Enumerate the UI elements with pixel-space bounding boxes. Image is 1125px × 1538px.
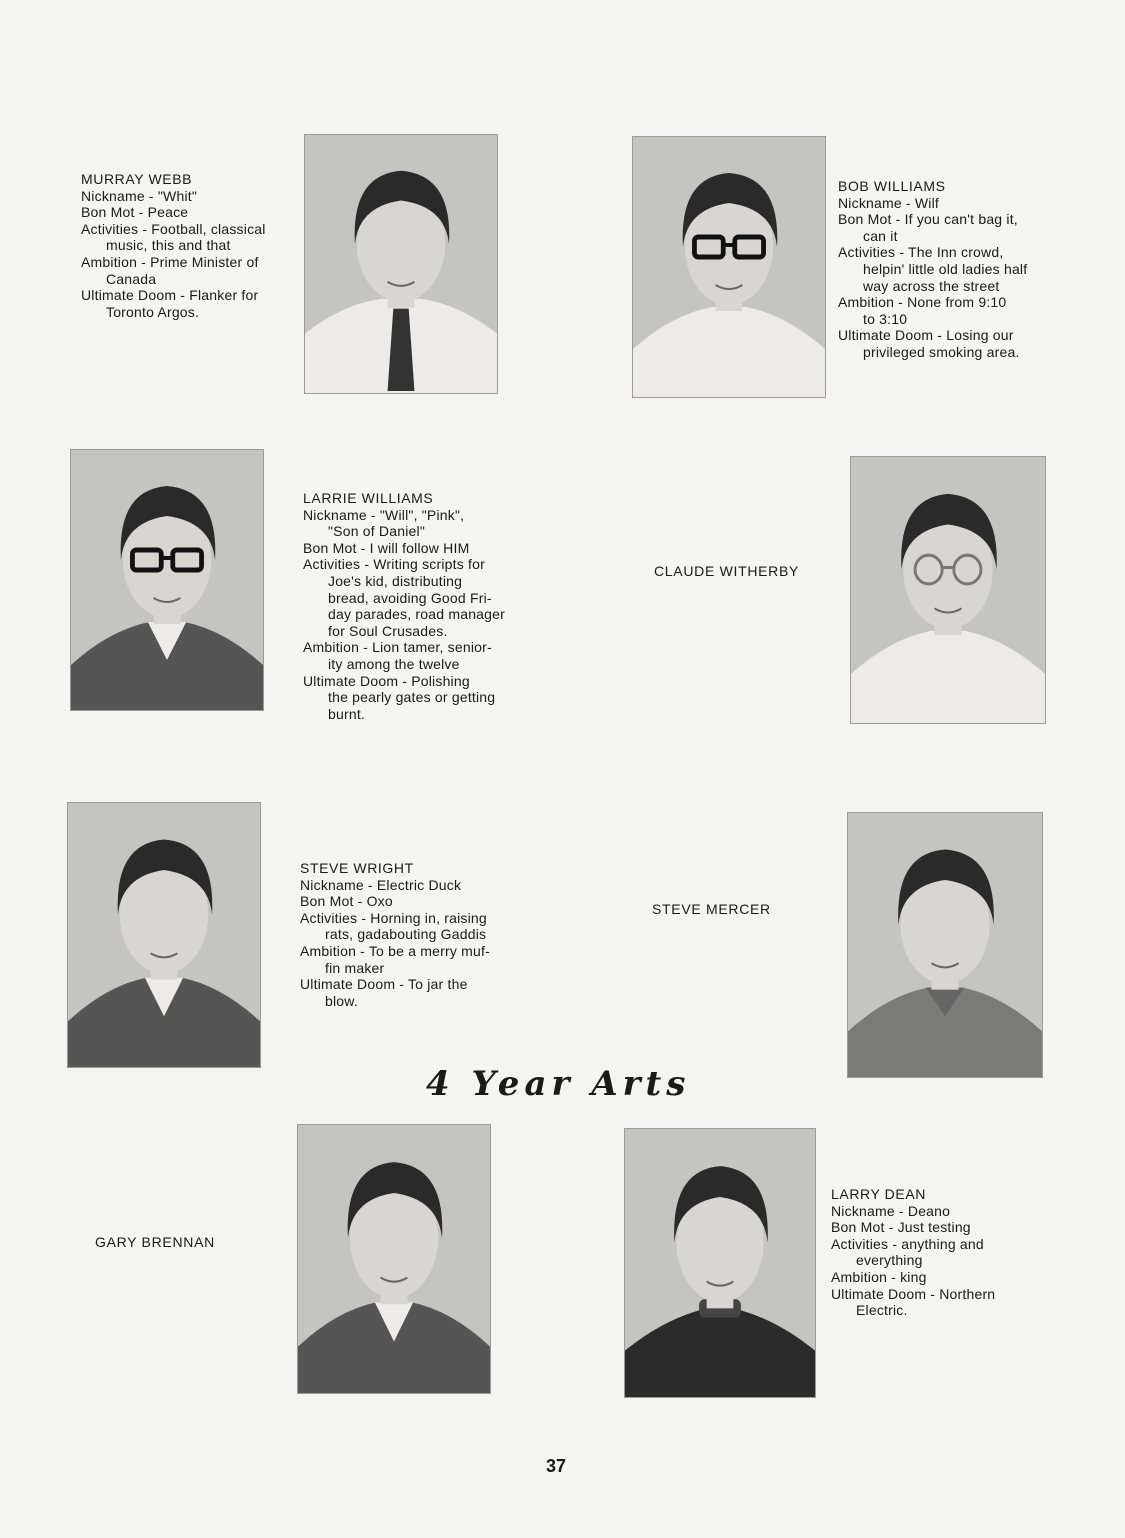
- portrait-photo-bob-williams: [632, 136, 826, 398]
- bio-line: Bon Mot - I will follow HIM: [303, 539, 470, 556]
- student-name: LARRIE WILLIAMS: [303, 490, 434, 506]
- bio-line: Bon Mot - Oxo: [300, 893, 393, 910]
- bio-steve-wright: [300, 860, 490, 1009]
- bio-line-continuation: ity among the twelve: [328, 655, 460, 672]
- bio-line: Activities - The Inn crowd,: [838, 244, 1004, 261]
- bio-line-continuation: Electric.: [856, 1302, 908, 1319]
- bio-line-continuation: privileged smoking area.: [863, 343, 1020, 360]
- bio-line-continuation: bread, avoiding Good Fri-: [328, 589, 492, 606]
- bio-line-continuation: way across the street: [863, 277, 1000, 294]
- bio-line: Activities - Writing scripts for: [303, 556, 485, 573]
- portrait-photo-steve-mercer: [847, 812, 1043, 1078]
- bio-line-continuation: music, this and that: [106, 237, 231, 254]
- bio-line: Nickname - Wilf: [838, 194, 940, 211]
- bio-line: Bon Mot - Peace: [81, 204, 189, 221]
- bio-line: Activities - Horning in, raising: [300, 909, 487, 926]
- name-claude-witherby: CLAUDE WITHERBY: [654, 563, 800, 579]
- student-name: MURRAY WEBB: [81, 171, 193, 187]
- name-steve-mercer: STEVE MERCER: [652, 901, 771, 917]
- portrait-photo-larry-dean: [624, 1128, 816, 1398]
- bio-line-continuation: for Soul Crusades.: [328, 622, 448, 639]
- bio-line: Ambition - king: [831, 1268, 927, 1285]
- bio-line: Ambition - Lion tamer, senior-: [303, 639, 492, 656]
- portrait-photo-gary-brennan: [297, 1124, 491, 1394]
- bio-line: Nickname - "Whit": [81, 187, 198, 204]
- bio-line-continuation: "Son of Daniel": [328, 523, 425, 540]
- bio-line: Ultimate Doom - Polishing: [303, 672, 470, 689]
- bio-line-continuation: can it: [863, 227, 898, 244]
- bio-bob-williams: [838, 178, 1027, 361]
- portrait-photo-steve-wright: [67, 802, 261, 1068]
- bio-line-continuation: day parades, road manager: [328, 606, 505, 623]
- bio-line-continuation: the pearly gates or getting: [328, 689, 496, 706]
- bio-line-continuation: rats, gadabouting Gaddis: [325, 926, 487, 943]
- bio-line: Ambition - To be a merry muf-: [300, 942, 490, 959]
- bio-line: Ultimate Doom - Losing our: [838, 327, 1014, 344]
- bio-line: Ambition - None from 9:10: [838, 294, 1007, 311]
- bio-line: Bon Mot - Just testing: [831, 1219, 971, 1236]
- bio-line-continuation: blow.: [325, 992, 358, 1009]
- bio-line: Ultimate Doom - Flanker for: [81, 287, 259, 304]
- bio-larry-dean: [831, 1186, 995, 1319]
- student-name: STEVE WRIGHT: [300, 860, 414, 876]
- bio-line: Activities - anything and: [831, 1235, 984, 1252]
- bio-line-continuation: Canada: [106, 270, 157, 287]
- bio-line: Ambition - Prime Minister of: [81, 253, 259, 270]
- bio-line: Bon Mot - If you can't bag it,: [838, 211, 1018, 228]
- page-number: 37: [546, 1456, 567, 1476]
- portrait-photo-larrie-williams: [70, 449, 264, 711]
- portrait-photo-claude-witherby: [850, 456, 1046, 724]
- section-title: 4 Year Arts: [426, 1064, 691, 1104]
- bio-line-continuation: Toronto Argos.: [106, 303, 200, 320]
- portrait-photo-murray-webb: [304, 134, 498, 394]
- bio-line-continuation: helpin' little old ladies half: [863, 260, 1028, 277]
- bio-line-continuation: burnt.: [328, 705, 365, 722]
- bio-line: Activities - Football, classical: [81, 220, 266, 237]
- student-name: BOB WILLIAMS: [838, 178, 946, 194]
- bio-line: Nickname - "Will", "Pink",: [303, 506, 465, 523]
- name-gary-brennan: GARY BRENNAN: [95, 1234, 215, 1250]
- bio-line: Nickname - Electric Duck: [300, 876, 462, 893]
- bio-line-continuation: everything: [856, 1252, 923, 1269]
- bio-line: Ultimate Doom - To jar the: [300, 976, 468, 993]
- bio-larrie-williams: [303, 490, 505, 722]
- bio-line: Nickname - Deano: [831, 1202, 951, 1219]
- bio-line-continuation: Joe's kid, distributing: [328, 572, 463, 589]
- bio-line: Ultimate Doom - Northern: [831, 1285, 996, 1302]
- bio-line-continuation: fin maker: [325, 959, 385, 976]
- bio-murray-webb: [81, 171, 266, 320]
- student-name: LARRY DEAN: [831, 1186, 926, 1202]
- bio-line-continuation: to 3:10: [863, 310, 908, 327]
